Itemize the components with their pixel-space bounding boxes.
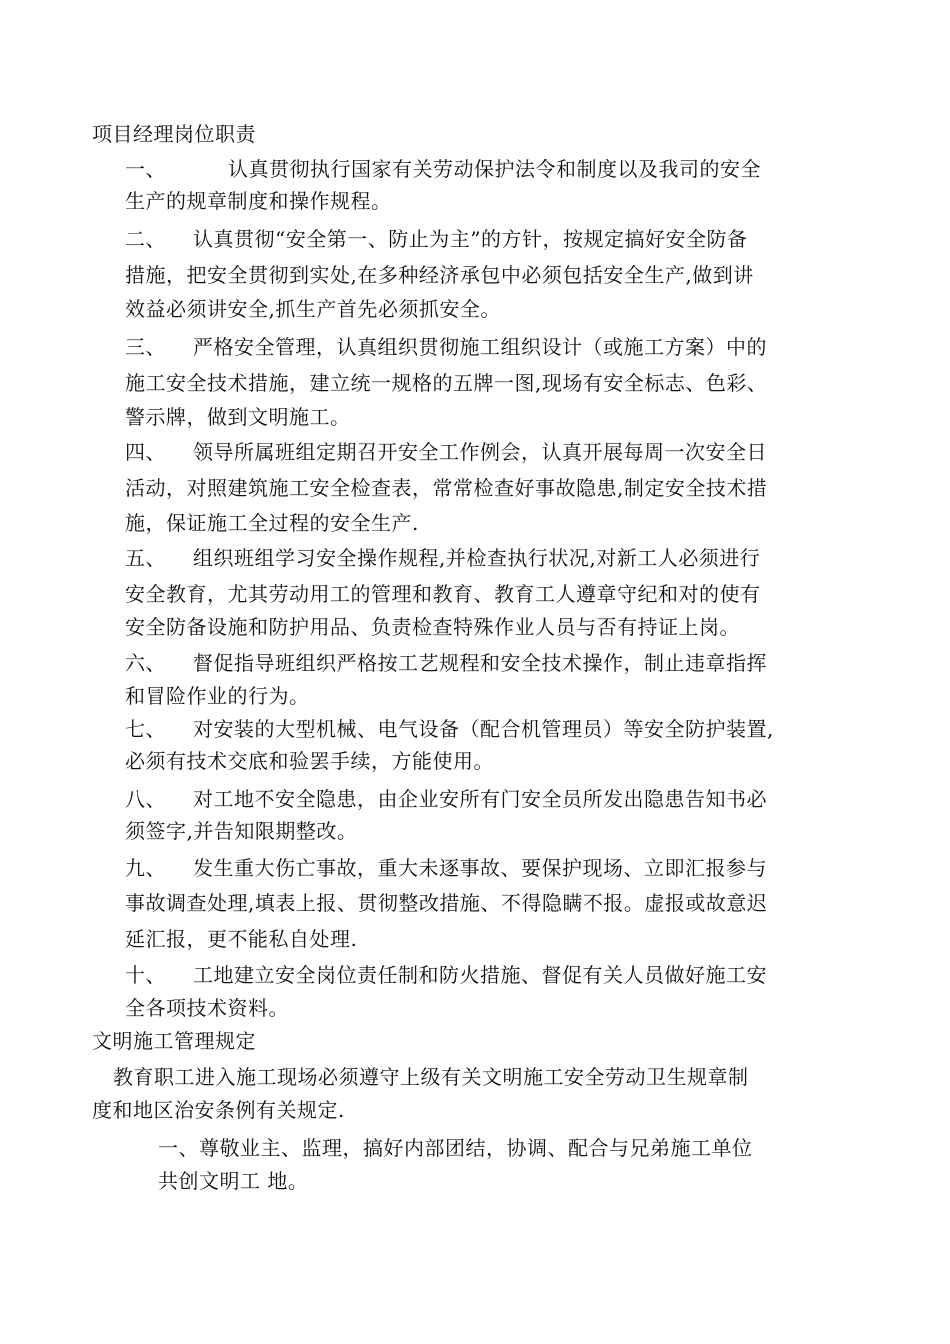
- item-line: 全各项技术资料。: [125, 996, 289, 1020]
- item-line: 认真贯彻“安全第一、防止为主”的方针，按规定搞好安全防备: [193, 227, 748, 251]
- item-line: 须签字,并告知限期整改。: [125, 819, 358, 843]
- item-line: 工地建立安全岗位责任制和防火措施、督促有关人员做好施工安: [193, 963, 767, 987]
- section-title: 项目经理岗位职责: [92, 122, 256, 146]
- item-number: 四、: [125, 440, 166, 464]
- paragraph-line: 度和地区治安条例有关规定.: [92, 1098, 345, 1122]
- paragraph-line: 教育职工进入施工现场必须遵守上级有关文明施工安全劳动卫生规章制: [113, 1065, 749, 1089]
- item-line: 领导所属班组定期召开安全工作例会，认真开展每周一次安全日: [193, 440, 767, 464]
- item-line: 事故调查处理,填表上报、贯彻整改措施、不得隐瞒不报。虚报或故意迟: [125, 891, 768, 915]
- item-line: 对工地不安全隐患，由企业安所有门安全员所发出隐患告知书必: [193, 787, 767, 811]
- item-line: 生产的规章制度和操作规程。: [125, 189, 392, 213]
- item-line: 安全教育，尤其劳动用工的管理和教育、教育工人遵章守纪和对的使有: [125, 582, 761, 606]
- item-line: 发生重大伤亡事故，重大未逐事故、要保护现场、立即汇报参与: [193, 856, 767, 880]
- item-line: 认真贯彻执行国家有关劳动保护法令和制度以及我司的安全: [228, 157, 761, 181]
- item-number: 九、: [125, 856, 166, 880]
- item-line: 安全防备设施和防护用品、负责检查特殊作业人员与否有持证上岗。: [125, 615, 740, 639]
- item-line: 督促指导班组织严格按工艺规程和安全技术操作，制止违章指挥: [193, 651, 767, 675]
- item-line: 共创文明工 地。: [158, 1169, 309, 1193]
- item-line: 措施，把安全贯彻到实处,在多种经济承包中必须包括安全生产,做到讲: [125, 263, 754, 287]
- section-title: 文明施工管理规定: [92, 1029, 256, 1053]
- item-number: 一、: [125, 157, 166, 181]
- item-line: 警示牌，做到文明施工。: [125, 405, 351, 429]
- item-line: 和冒险作业的行为。: [125, 684, 310, 708]
- item-line: 组织班组学习安全操作规程,并检查执行状况,对新工人必须进行: [193, 546, 761, 570]
- item-number: 八、: [125, 787, 166, 811]
- item-line: 活动，对照建筑施工安全检查表，常常检查好事故隐患,制定安全技术措: [125, 476, 768, 500]
- item-line: 严格安全管理，认真组织贯彻施工组织设计（或施工方案）中的: [193, 335, 767, 359]
- item-number: 二、: [125, 227, 166, 251]
- item-line: 延汇报，更不能私自处理.: [125, 927, 358, 951]
- item-line: 对安装的大型机械、电气设备（配合机管理员）等安全防护装置,: [193, 717, 774, 741]
- item-number: 六、: [125, 651, 166, 675]
- item-number: 七、: [125, 717, 166, 741]
- item-line: 效益必须讲安全,抓生产首先必须抓安全。: [125, 297, 501, 321]
- item-line: 施，保证施工全过程的安全生产.: [125, 511, 419, 535]
- item-line: 一、尊敬业主、监理，搞好内部团结，协调、配合与兄弟施工单位: [158, 1136, 753, 1160]
- item-number: 三、: [125, 335, 166, 359]
- item-line: 必须有技术交底和验罢手续，方能使用。: [125, 749, 494, 773]
- item-number: 十、: [125, 963, 166, 987]
- item-number: 五、: [125, 546, 166, 570]
- item-line: 施工安全技术措施，建立统一规格的五牌一图,现场有安全标志、色彩、: [125, 371, 768, 395]
